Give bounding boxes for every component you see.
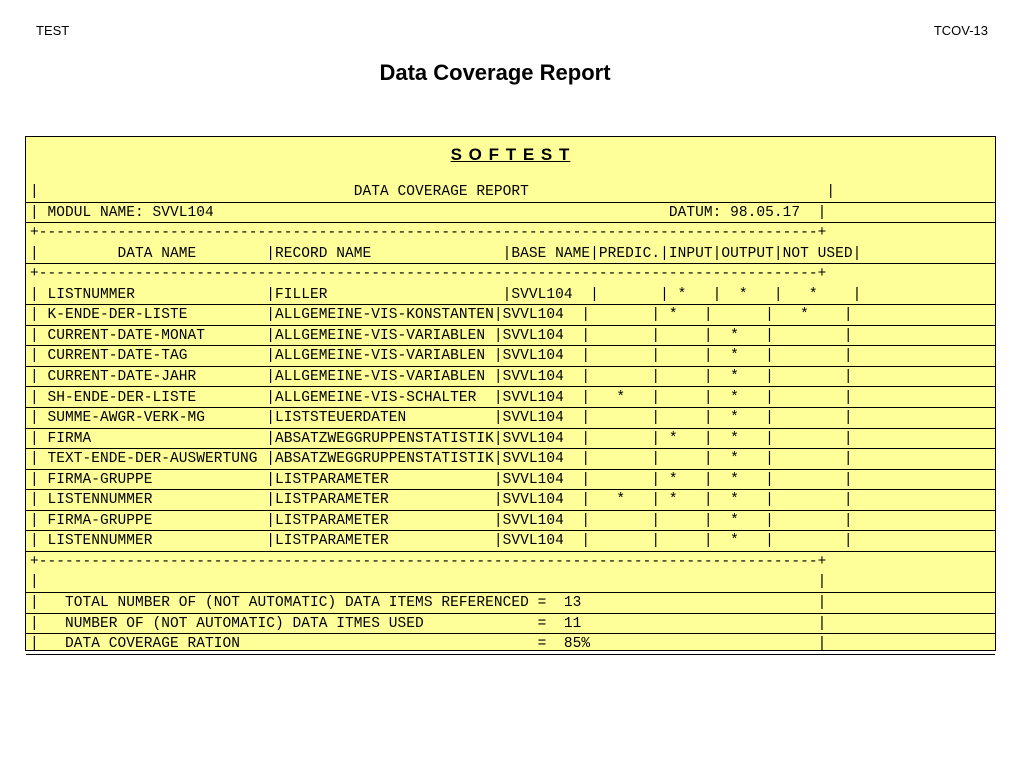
row-rule [26, 510, 995, 511]
report-line: | FIRMA |ABSATZWEGGRUPPENSTATISTIK|SVVL104 | | * | * | | [30, 430, 853, 447]
report-line: +-----------------------------------------------------------------------------------------+ [30, 266, 827, 283]
report-line: | NUMBER OF (NOT AUTOMATIC) DATA ITMES USED = 11 | [30, 615, 827, 632]
report-line: +-----------------------------------------------------------------------------------------+ [30, 225, 827, 242]
page-title: Data Coverage Report [379, 60, 611, 85]
report-line: | CURRENT-DATE-JAHR |ALLGEMEINE-VIS-VARIABLEN |SVVL104 | | | * | | [30, 368, 853, 385]
report-line: | FIRMA-GRUPPE |LISTPARAMETER |SVVL104 | | | * | | [30, 512, 853, 529]
softest-heading: S O F T E S T [450, 145, 571, 164]
header-right-label: TCOV-13 [933, 23, 988, 38]
row-rule [26, 633, 995, 634]
header-left-label: TEST [36, 23, 70, 38]
row-rule [26, 345, 995, 346]
row-rule [26, 325, 995, 326]
report-line: | CURRENT-DATE-TAG |ALLGEMEINE-VIS-VARIABLEN |SVVL104 | | | * | | [30, 348, 853, 365]
report-line: | DATA COVERAGE REPORT | [30, 184, 836, 200]
report-line: +-----------------------------------------------------------------------------------------+ [30, 553, 827, 570]
report-line: | LISTENNUMMER |LISTPARAMETER |SVVL104 | * | * | * | | [30, 492, 853, 509]
report-line: | K-ENDE-DER-LISTE |ALLGEMEINE-VIS-KONSTANTEN|SVVL104 | | * | | * | [30, 307, 853, 324]
report-box [25, 136, 996, 651]
report-line: | SH-ENDE-DER-LISTE |ALLGEMEINE-VIS-SCHALTER |SVVL104 | * | | * | | [30, 389, 853, 406]
report-line: | FIRMA-GRUPPE |LISTPARAMETER |SVVL104 | | * | * | | [30, 471, 853, 488]
report-line: | TOTAL NUMBER OF (NOT AUTOMATIC) DATA ITEMS REFERENCED = 13 | [30, 595, 827, 611]
report-line: | | [30, 574, 827, 591]
row-rule [26, 613, 995, 614]
row-rule [26, 407, 995, 408]
row-rule [26, 386, 995, 387]
row-rule [26, 530, 995, 531]
report-line: | DATA COVERAGE RATION = 85% | [30, 636, 827, 653]
row-rule [26, 489, 995, 490]
row-rule [26, 202, 995, 203]
row-rule [26, 222, 995, 223]
row-rule [26, 592, 995, 593]
report-line: | SUMME-AWGR-VERK-MG |LISTSTEUERDATEN |SVVL104 | | | * | | [30, 410, 853, 427]
report-line: | CURRENT-DATE-MONAT |ALLGEMEINE-VIS-VARIABLEN |SVVL104 | | | * | | [30, 327, 853, 344]
report-line: | LISTENNUMMER |LISTPARAMETER |SVVL104 | | | * | | [30, 533, 853, 550]
report-line: | DATA NAME |RECORD NAME |BASE NAME|PREDIC.|INPUT|OUTPUT|NOT USED| [30, 245, 862, 262]
row-rule [26, 448, 995, 449]
row-rule [26, 551, 995, 552]
row-rule [26, 428, 995, 429]
row-rule [26, 263, 995, 264]
row-rule [26, 654, 995, 655]
report-line: | LISTNUMMER |FILLER |SVVL104 | | * | * | * | [30, 286, 862, 303]
report-line: | TEXT-ENDE-DER-AUSWERTUNG |ABSATZWEGGRUPPENSTATISTIK|SVVL104 | | | * | | [30, 451, 853, 468]
row-rule [26, 304, 995, 305]
report-line: | MODUL NAME: SVVL104 DATUM: 98.05.17 | [30, 204, 827, 221]
row-rule [26, 469, 995, 470]
row-rule [26, 366, 995, 367]
